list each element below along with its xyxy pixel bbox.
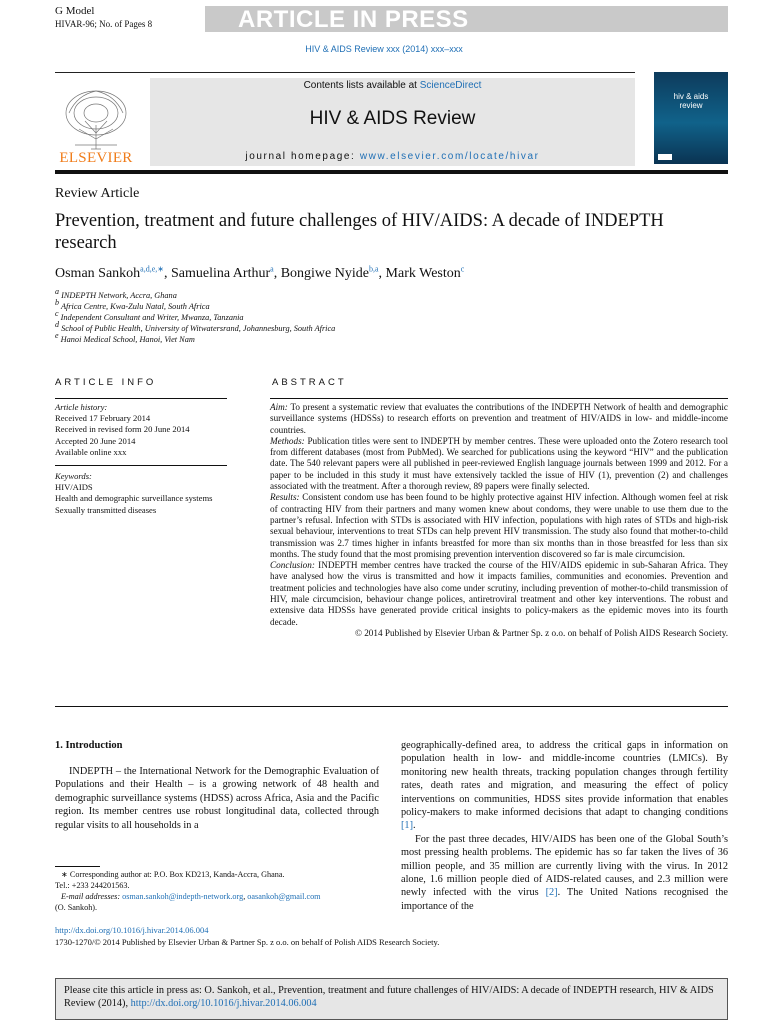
journal-title: HIV & AIDS Review (309, 108, 476, 129)
affiliation-text: Independent Consultant and Writer, Mwanza, Tanzania (60, 313, 244, 322)
cover-title-line-2: review (679, 101, 703, 110)
author-affiliation-marks[interactable]: a (270, 264, 274, 274)
article-info-heading: ARTICLE INFO (55, 377, 157, 388)
affiliation-item (55, 331, 335, 345)
history-item: Received in revised form 20 June 2014 (55, 424, 190, 435)
abstract-body (270, 402, 728, 639)
paragraph-text: geographically-defined area, to address the critical gaps in information on population health in low- and middle-income countries (LMICs). By monitoring new health threats, tracking population changes through fertility rates, death rates and migration, and measuring the effect of policy interventions on communities, HDSS sites provide information that enables policy-makers to make informed decisions that adapt to changing conditions (401, 740, 728, 819)
journal-reference (0, 44, 768, 54)
history-item: Accepted 20 June 2014 (55, 435, 136, 446)
citation-doi-link[interactable]: http://dx.doi.org/10.1016/j.hivar.2014.06.004 (130, 998, 317, 1009)
keyword-item: Sexually transmitted diseases (55, 504, 157, 515)
abstract-section-text: Consistent condom use has been found to be highly protective against HIV infection. Although women feel at risk of contracting HIV from their partners and many women knew about condoms, they were unable to use them due to the partner’s refusal. Infection with STDs is associated with HIV infection, populations with high rates of STDs and high-risk sexual behaviour, interventions to treat STDs can help prevent HIV transmission. The study also found that mother-to-child transmission was 2.7 times higher in infants breastfed for more than six months than in those breastfed for less than six months. The study found that the most promising prevention intervention discovered so far is male circumcision. (270, 492, 728, 559)
article-type: Review Article (55, 186, 140, 201)
abstract-section (270, 436, 728, 492)
article-in-press-banner: ARTICLE IN PRESS (205, 6, 728, 32)
history-label: Article history: (55, 402, 108, 412)
right-column-text (401, 739, 728, 913)
affiliation-list (55, 287, 336, 345)
elsevier-wordmark: ELSEVIER (59, 150, 133, 166)
email-link-1[interactable]: osman.sankoh@indepth-network.org (122, 892, 244, 901)
keyword-item: Health and demographic surveillance systems (55, 493, 213, 504)
affiliation-item (55, 287, 335, 301)
affiliation-mark: a (55, 287, 59, 297)
g-model-label: G Model (55, 5, 95, 17)
footnotes (55, 869, 385, 913)
article-info-rule (55, 398, 227, 399)
email-link-2[interactable]: oasankoh@gmail.com (247, 892, 321, 901)
abstract-rule (270, 398, 728, 399)
affiliation-text: Africa Centre, Kwa-Zulu Natal, South Africa (60, 302, 210, 311)
abstract-section-label: Conclusion: (270, 560, 315, 571)
cover-badge (658, 154, 672, 160)
citation-link[interactable]: [1] (401, 820, 414, 832)
abstract-section-text: Publication titles were sent to INDEPTH by member centres. These were uploaded onto the Zotero research tool from different databases (most from PubMed). We searched for publications using the keyword “HIV” and the publication date. The 540 relevant papers were all published in peer-reviewed English language journals between 1999 and 2012. For a paper to be included in this study it must have extensively tackled the issue of HIV (1), prevention (2) and challenges associated with the treatment. After a thorough review, 89 papers were finally selected. (270, 435, 728, 492)
doi-link[interactable]: http://dx.doi.org/10.1016/j.hivar.2014.06.004 (55, 925, 209, 935)
journal-reference-link[interactable]: HIV & AIDS Review xxx (2014) xxx–xxx (305, 44, 463, 54)
keywords-rule (55, 465, 227, 466)
corresponding-author-note: ∗ Corresponding author at: P.O. Box KD213, Kanda-Accra, Ghana. (61, 870, 285, 879)
abstract-section-label: Aim: (270, 402, 288, 412)
email-owner: (O. Sankoh). (55, 903, 98, 912)
article-title: Prevention, treatment and future challenges of HIV/AIDS: A decade of INDEPTH research (55, 211, 664, 253)
affiliation-mark: e (55, 331, 59, 341)
citation-link[interactable]: [2] (545, 887, 558, 899)
keywords-label: Keywords: (55, 471, 92, 481)
author-name: Mark Weston (385, 266, 461, 281)
author-separator: , (163, 266, 171, 281)
affiliation-mark: b (55, 298, 59, 308)
abstract-heading: ABSTRACT (272, 377, 347, 388)
abstract-section-text: INDEPTH member centres have tracked the course of the HIV/AIDS epidemic in sub-Saharan Africa. They have analysed how the virus is transmitted and how it impacts families, communities and economies. Prevention and treatment policies and technologies have also come under scrutiny, including prevention of mother-to-child transmission of HIV, male circumcision, behaviour change polices, antiretroviral treatment and other key interventions. The robust and extensive data HDSSs have generated provide critical insights to policy-makers as the epidemic moves into its fourth decade. (270, 560, 728, 627)
article-history (55, 402, 227, 458)
author-name: Osman Sankoh (55, 266, 141, 281)
author-affiliation-marks[interactable]: a,d,e,∗ (140, 264, 164, 274)
keyword-item: HIV/AIDS (55, 482, 93, 493)
email-separator: , (243, 892, 248, 901)
cover-title-line-1: hiv & aids (673, 92, 709, 101)
abstract-section-label: Results: (270, 492, 300, 503)
email-label: E-mail addresses: (61, 892, 121, 901)
affiliation-item (55, 309, 335, 323)
author-separator: , (378, 266, 386, 281)
abstract-section (270, 492, 728, 560)
header-top-rule (55, 72, 635, 73)
introduction-paragraph: INDEPTH – the International Network for the Demographic Evaluation of Populations and their Health – is a growing network of 48 health and demographic surveillance systems (HDSS) across Africa, Asia and the Pacific region. Its member centres use robust longitudinal data, collected through regular visits to all households in a (55, 766, 379, 831)
author-name: Bongiwe Nyide (280, 266, 369, 281)
abstract-section-label: Methods: (270, 435, 305, 446)
email-note (55, 891, 385, 902)
telephone-note: Tel.: +233 244201563. (55, 881, 130, 890)
affiliation-text: INDEPTH Network, Accra, Ghana (61, 291, 177, 300)
keyword-list (55, 471, 227, 516)
body-paragraph (401, 739, 728, 833)
affiliation-mark: c (55, 309, 59, 319)
body-paragraph (401, 833, 728, 913)
author-list (55, 266, 464, 282)
affiliation-text: School of Public Health, University of Witwatersrand, Johannesburg, South Africa (61, 324, 336, 333)
author-separator: , (273, 266, 281, 281)
doi-line (55, 925, 209, 936)
manuscript-id-line: HIVAR-96; No. of Pages 8 (55, 19, 153, 29)
homepage-link[interactable]: www.elsevier.com/locate/hivar (359, 151, 540, 162)
footnote-rule (55, 866, 100, 867)
issn-copyright-line: 1730-1270/© 2014 Published by Elsevier Urban & Partner Sp. z o.o. on behalf of Polish AIDS Research Society. (55, 937, 440, 947)
journal-cover-image (654, 72, 728, 164)
abstract-copyright: © 2014 Published by Elsevier Urban & Partner Sp. z o.o. on behalf of Polish AIDS Research Society. (354, 627, 728, 638)
citation-text: Please cite this article in press as: O. Sankoh, et al., Prevention, treatment and future challenges of HIV/AIDS: A decade of INDEPTH research, HIV & AIDS Review (2014), (64, 985, 714, 1009)
introduction-heading: 1. Introduction (55, 740, 123, 751)
homepage-prefix: journal homepage: (245, 151, 360, 162)
history-item: Received 17 February 2014 (55, 413, 151, 424)
paragraph-text: For the past three decades, HIV/AIDS has been one of the Global South’s most pressing health problems. The epidemic has so far taken the lives of 36 million people, and 35 million are currently living with the virus. In 2012 alone, 1.6 million people died of AIDS-related causes, and 2.3 million were newly infected with the virus (401, 833, 728, 899)
paragraph-text-end: . The United Nations recognised the importance of the (401, 887, 728, 912)
abstract-section (270, 560, 728, 628)
contents-line (150, 80, 635, 91)
abstract-section (270, 402, 728, 436)
affiliation-text: Hanoi Medical School, Hanoi, Viet Nam (60, 335, 195, 344)
affiliation-item (55, 320, 336, 334)
abstract-section-text: To present a systematic review that evaluates the contributions of the INDEPTH Network of health and demographic surveillance systems (HDSSs) to research efforts on prevention and treatment of HIV/AIDS in low- and middle-income countries. (270, 402, 728, 435)
header-bottom-rule (55, 170, 728, 174)
cover-title (654, 92, 728, 110)
citation-box (55, 978, 728, 1020)
history-item: Available online xxx (55, 446, 127, 457)
manuscript-id (55, 5, 152, 31)
paragraph-text-end: . (413, 820, 416, 832)
sciencedirect-link[interactable]: ScienceDirect (419, 80, 482, 91)
affiliation-item (55, 298, 335, 312)
author-affiliation-marks[interactable]: c (460, 264, 465, 274)
journal-homepage-line (150, 151, 635, 162)
affiliation-mark: d (55, 320, 59, 330)
abstract-bottom-rule (55, 706, 728, 707)
author-name: Samuelina Arthur (170, 266, 271, 281)
author-affiliation-marks[interactable]: b,a (368, 264, 379, 274)
contents-prefix: Contents lists available at (303, 80, 420, 91)
